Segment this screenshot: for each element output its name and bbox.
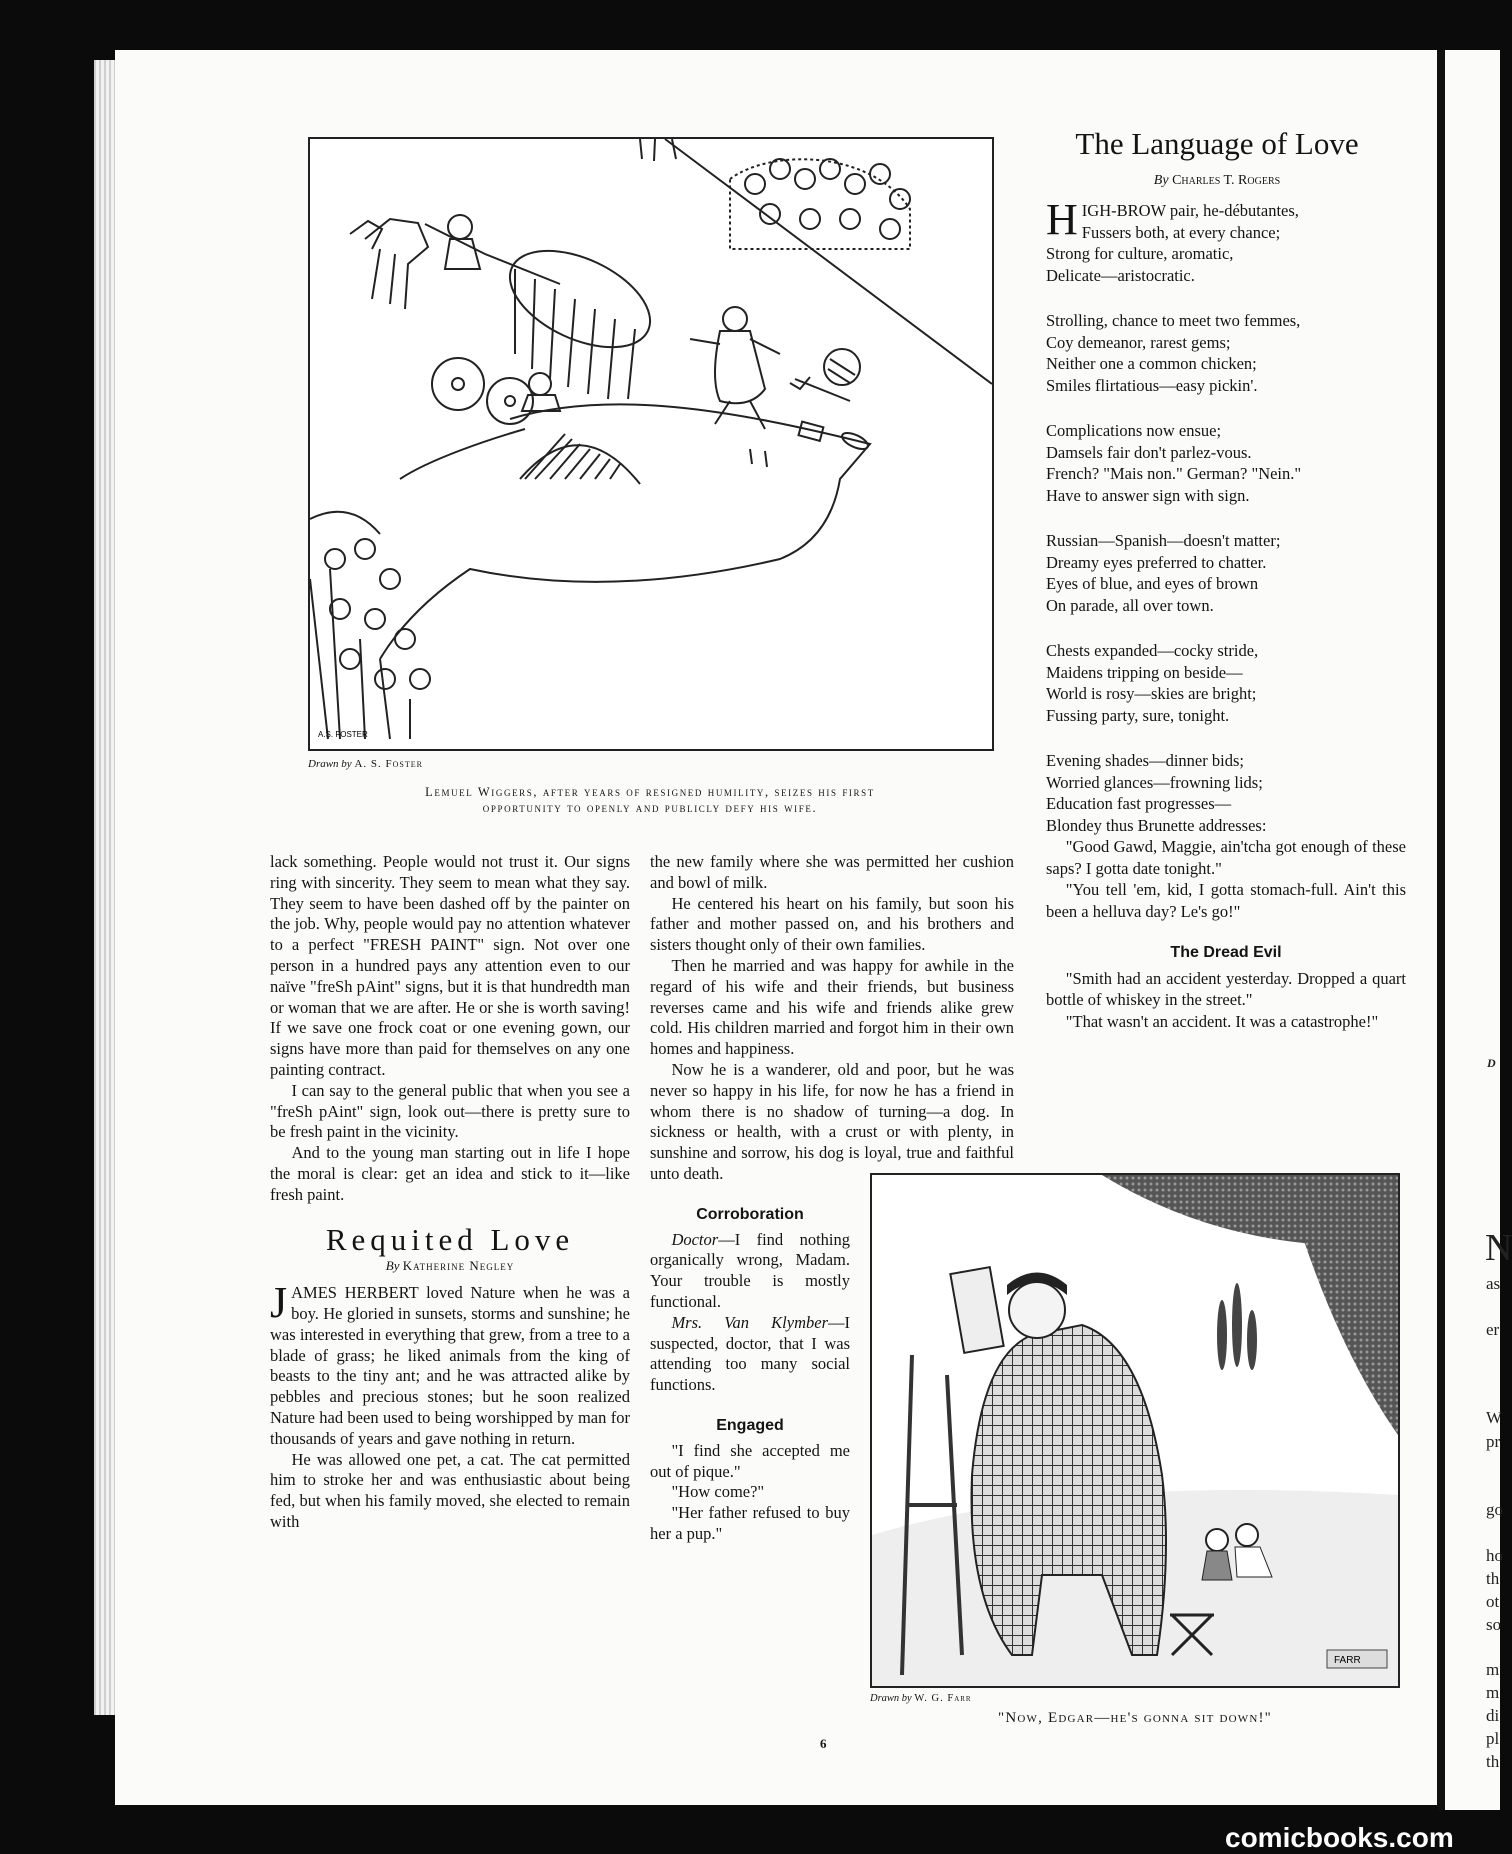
dialogue-paragraph: "I find she accepted me out of pique." [650, 1440, 850, 1481]
body-paragraph: He was allowed one pet, a cat. The cat permitted him to stroke her and was enthusiastic about being fed, but when his family moved, she elected to remain with [270, 1449, 630, 1531]
facing-page-fragment: pr [1486, 1432, 1501, 1451]
poem-line: Smiles flirtatious—easy pickin'. [1046, 375, 1258, 395]
cartoon-drawing [310, 139, 992, 749]
speaker-doctor: Doctor [671, 1229, 719, 1249]
poem-line: Worried glances—frowning lids; [1046, 772, 1263, 792]
facing-page-fragment: go [1486, 1500, 1503, 1519]
facing-page-fragment: th [1486, 1752, 1500, 1771]
dropcap: H [1046, 195, 1078, 244]
poem-line: Eyes of blue, and eyes of brown [1046, 574, 1259, 593]
poem-line: Blondey thus Brunette addresses: [1046, 815, 1267, 835]
section-heading-corroboration: Corroboration [696, 1205, 804, 1223]
poem-line: World is rosy—skies are bright; [1046, 684, 1257, 703]
dialogue-paragraph [650, 1313, 850, 1396]
poem-author: Charles T. Rogers [1172, 173, 1281, 188]
page-number: 6 [820, 1736, 827, 1751]
dialogue-paragraph: "You tell 'em, kid, I gotta stomach-full. Ain't this been a helluva day? Le's go!" [1046, 880, 1406, 921]
poem-line: Neither one a common chicken; [1046, 354, 1257, 373]
engaged-block [650, 1441, 850, 1545]
stanza [1046, 750, 1416, 836]
poem-line: Strong for culture, aromatic, [1046, 244, 1234, 263]
poem-line: Complications now ensue; [1046, 421, 1222, 440]
stanza [1046, 530, 1416, 616]
facing-page-fragment: er [1486, 1320, 1500, 1339]
facing-page-fragment: N [1485, 1227, 1512, 1269]
poem-body [1046, 195, 1416, 1032]
dropcap: J [270, 1278, 288, 1328]
stanza [1046, 640, 1416, 726]
body-paragraph: Now he is a wanderer, old and poor, but he was never so happy in his life, for now he has a friend in whom there is no shadow of turning—a dog. In sickness or health, with a crust or with plenty, in sunshine and sorrow, his dog is loyal, true and faithful unto death. [650, 1059, 1014, 1183]
speaker-text: —I find nothing organically wrong, Madam. Your trouble is mostly functional. [650, 1229, 850, 1311]
stanza [1046, 420, 1416, 506]
poem-line: Have to answer sign with sign. [1046, 485, 1250, 505]
speaker-mrs-van-klymber: Mrs. Van Klymber [671, 1312, 828, 1332]
body-paragraph: And to the young man starting out in life I hope the moral is clear: get an idea and stick to it—like fresh paint. [270, 1143, 630, 1204]
poem-line: Maidens tripping on beside— [1046, 662, 1243, 682]
credit-name: W. G. Farr [914, 1693, 972, 1704]
facing-page-fragment: D [1487, 1056, 1496, 1070]
stanza [1046, 310, 1416, 396]
poem-line: French? "Mais non." German? "Nein." [1046, 464, 1302, 483]
cartoon2-caption: "Now, Edgar—he's gonna sit down!" [998, 1710, 1272, 1726]
article-title-requited-love: Requited Love [325, 1221, 575, 1257]
credit-prefix: Drawn by [870, 1693, 912, 1704]
poem-title: The Language of Love [1075, 126, 1359, 161]
poem-line: Strolling, chance to meet two femmes, [1046, 311, 1301, 330]
poem-line: Damsels fair don't parlez-vous. [1046, 442, 1252, 462]
dread-evil-paragraph: "That wasn't an accident. It was a catastrophe!" [1065, 1011, 1379, 1031]
cartoon-illustration-edgar [870, 1173, 1400, 1688]
stanza [1046, 195, 1416, 286]
corroboration-block [650, 1230, 850, 1396]
caption-line: opportunity to openly and publicly defy his wife. [482, 801, 818, 815]
facing-page-fragment: pl [1486, 1729, 1500, 1748]
facing-page-fragment: m [1486, 1660, 1500, 1679]
cartoon-signature: FARR [1334, 1655, 1361, 1666]
body-paragraph [270, 1278, 630, 1449]
facing-page-fragment: th [1486, 1569, 1500, 1588]
poem-line: Coy demeanor, rarest gems; [1046, 332, 1231, 352]
facing-page-fragment: as [1486, 1274, 1501, 1293]
body-paragraph: I can say to the general public that when you see a "freSh pAint" sign, look out—there is pretty sure to be fresh paint in the vicinity. [270, 1080, 630, 1142]
body-paragraph: the new family where she was permitted her cushion and bowl of milk. [650, 852, 1014, 892]
cartoon-illustration-wiggers [308, 137, 994, 751]
cartoon-drawing [872, 1175, 1398, 1686]
dialogue-paragraph [650, 1230, 850, 1313]
section-heading-dread-evil: The Dread Evil [1170, 944, 1282, 961]
article-byline [270, 1256, 630, 1277]
body-paragraph: He centered his heart on his family, but soon his father and mother passed on, and his brothers and sisters thought only of their own families. [650, 893, 1014, 955]
poem-line: On parade, all over town. [1046, 595, 1214, 615]
facing-page-fragment: W [1486, 1408, 1503, 1427]
cartoon2-credit [870, 1693, 972, 1704]
body-paragraph: Then he married and was happy for awhile in the regard of his wife and their friends, but business reverses came and his wife and friends alike grew cold. His children married and forgot him in their own homes and happiness. [650, 955, 1014, 1059]
drop-text: AMES HERBERT loved Nature when he was a boy. He gloried in sunsets, storms and sunshine; he was interested in everything that grew, from a tree to a blade of grass; he liked animals from the king of beasts to the tiny ant; and he was attracted alike by pebbles and precious stones; but he soon realized Nature had been used to being worshipped by man for thousands of years and gave nothing in return. [270, 1283, 630, 1448]
poem-line: Education fast progresses— [1046, 794, 1232, 813]
column-left [270, 852, 630, 1533]
cartoon-signature: A.S. FOSTER [318, 730, 368, 739]
byline-prefix: By [1153, 173, 1169, 188]
facing-page-fragment: so [1486, 1615, 1502, 1634]
book-gutter [1437, 50, 1445, 1810]
caption-line: Lemuel Wiggers, after years of resigned humility, seizes his first [425, 785, 875, 799]
facing-page-fragment: di [1486, 1706, 1500, 1725]
cartoon1-caption [305, 784, 995, 816]
cartoon1-credit [308, 758, 423, 770]
credit-prefix: Drawn by [308, 758, 352, 770]
facing-page-fragment: ho [1486, 1546, 1503, 1565]
facing-page-fragment: ot [1486, 1592, 1500, 1611]
watermark: comicbooks.com [1225, 1822, 1454, 1853]
poem-byline [1032, 173, 1402, 189]
article-author: Katherine Negley [402, 1258, 515, 1274]
dialogue-paragraph: "Good Gawd, Maggie, ain'tcha got enough of these saps? I gotta date tonight." [1046, 837, 1406, 878]
poem-line: Fussing party, sure, tonight. [1046, 705, 1230, 725]
poem-line: Chests expanded—cocky stride, [1046, 641, 1259, 660]
section-heading-engaged: Engaged [716, 1416, 784, 1434]
poem-line: Russian—Spanish—doesn't matter; [1046, 531, 1281, 550]
body-paragraph: lack something. People would not trust it. Our signs ring with sincerity. They seem to mean what they say. They seem to have been dashed off by the painter on the job. Why, people would pay no attention whatever to a perfect "FRESH PAINT" sign. Not over one person in a hundred pays any attention even to our naïve "freSh pAint" signs, but it is that hundredth man or woman that we are after. He or she is worth saving! If we save one frock coat or one evening gown, our signs have more than paid for themselves on any one painting contract. [270, 852, 630, 1079]
poem-line: Fussers both, at every chance; [1081, 222, 1281, 242]
poem-line: IGH-BROW pair, he-débutantes, [1081, 201, 1299, 220]
dialogue-paragraph: "Her father refused to buy her a pup." [650, 1503, 850, 1543]
speaker-text: —I suspected, doctor, that I was attending too many social functions. [650, 1312, 850, 1395]
credit-name: A. S. Foster [354, 758, 423, 770]
poem-line: Evening shades—dinner bids; [1046, 751, 1244, 770]
byline-prefix: By [385, 1258, 400, 1274]
dread-evil-paragraph: "Smith had an accident yesterday. Dropped a quart bottle of whiskey in the street." [1046, 968, 1406, 1009]
facing-page-fragment: m [1486, 1683, 1500, 1702]
dialogue-paragraph: "How come?" [671, 1482, 765, 1502]
poem-line: Dreamy eyes preferred to chatter. [1046, 552, 1267, 572]
poem-line: Delicate—aristocratic. [1046, 265, 1195, 285]
